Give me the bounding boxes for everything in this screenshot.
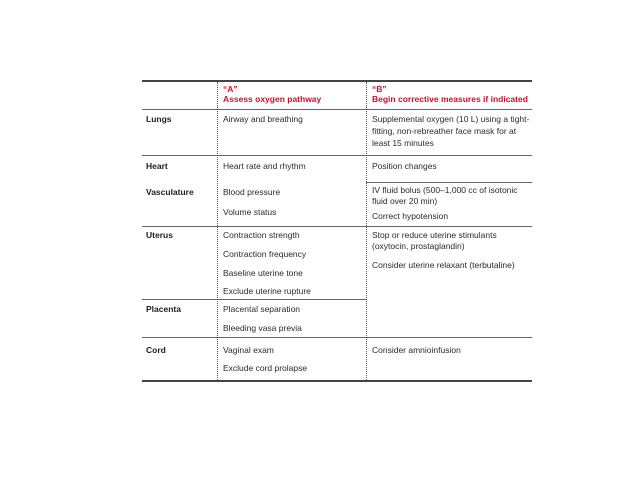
uterus-assess-1: Contraction strength xyxy=(223,230,300,240)
uterus-placenta-rule xyxy=(142,299,366,300)
col-a-title: Assess oxygen pathway xyxy=(223,94,322,104)
cord-assess-2: Exclude cord prolapse xyxy=(223,363,308,373)
uterus-assess-4: Exclude uterine rupture xyxy=(223,286,311,296)
uterus-action-line-2: (oxytocin, prostaglandin) xyxy=(372,241,465,251)
lungs-rule xyxy=(142,155,532,156)
vasculature-action-line-1: IV fluid bolus (500–1,000 cc of isotonic xyxy=(372,185,518,195)
col-a-header xyxy=(223,84,321,104)
col-b-header xyxy=(372,84,528,104)
uterus-action-line-3: Consider uterine relaxant (terbutaline) xyxy=(372,260,515,270)
row-label-uterus: Uterus xyxy=(146,230,173,240)
lungs-assess: Airway and breathing xyxy=(223,114,303,124)
row-label-cord: Cord xyxy=(146,345,166,355)
uterus-assess-3: Baseline uterine tone xyxy=(223,268,303,278)
heart-assess: Heart rate and rhythm xyxy=(223,161,306,171)
col-b-letter: “B” xyxy=(372,84,387,94)
vasculature-uterus-rule xyxy=(142,226,532,227)
vasculature-assess-1: Blood pressure xyxy=(223,187,281,197)
top-rule xyxy=(142,80,532,82)
col-separator-2 xyxy=(366,82,367,380)
col-b-title: Begin corrective measures if indicated xyxy=(372,94,528,104)
bottom-rule xyxy=(142,380,532,382)
uterus-action-line-1: Stop or reduce uterine stimulants xyxy=(372,230,497,240)
vasculature-action-line-3: Correct hypotension xyxy=(372,211,449,221)
lungs-action-line-1: Supplemental oxygen (10 L) using a tight- xyxy=(372,114,530,124)
col-separator-1 xyxy=(217,82,218,380)
placenta-cord-rule xyxy=(142,337,532,338)
lungs-action-line-3: least 15 minutes xyxy=(372,138,434,148)
row-label-heart: Heart xyxy=(146,161,168,171)
heart-action: Position changes xyxy=(372,161,437,171)
cord-assess-1: Vaginal exam xyxy=(223,345,274,355)
uterus-assess-2: Contraction frequency xyxy=(223,249,307,259)
row-label-lungs: Lungs xyxy=(146,114,172,124)
lungs-action-line-2: fitting, non-rebreather face mask for at xyxy=(372,126,517,136)
placenta-assess-2: Bleeding vasa previa xyxy=(223,323,302,333)
placenta-assess-1: Placental separation xyxy=(223,304,301,314)
col-a-letter: “A” xyxy=(223,84,238,94)
vasculature-assess-2: Volume status xyxy=(223,207,277,217)
row-label-vasculature: Vasculature xyxy=(146,187,194,197)
header-rule xyxy=(142,109,532,110)
col-b-heart-rule xyxy=(366,182,532,183)
cord-action: Consider amnioinfusion xyxy=(372,345,461,355)
row-label-placenta: Placenta xyxy=(146,304,181,314)
vasculature-action-line-2: fluid over 20 min) xyxy=(372,196,438,206)
